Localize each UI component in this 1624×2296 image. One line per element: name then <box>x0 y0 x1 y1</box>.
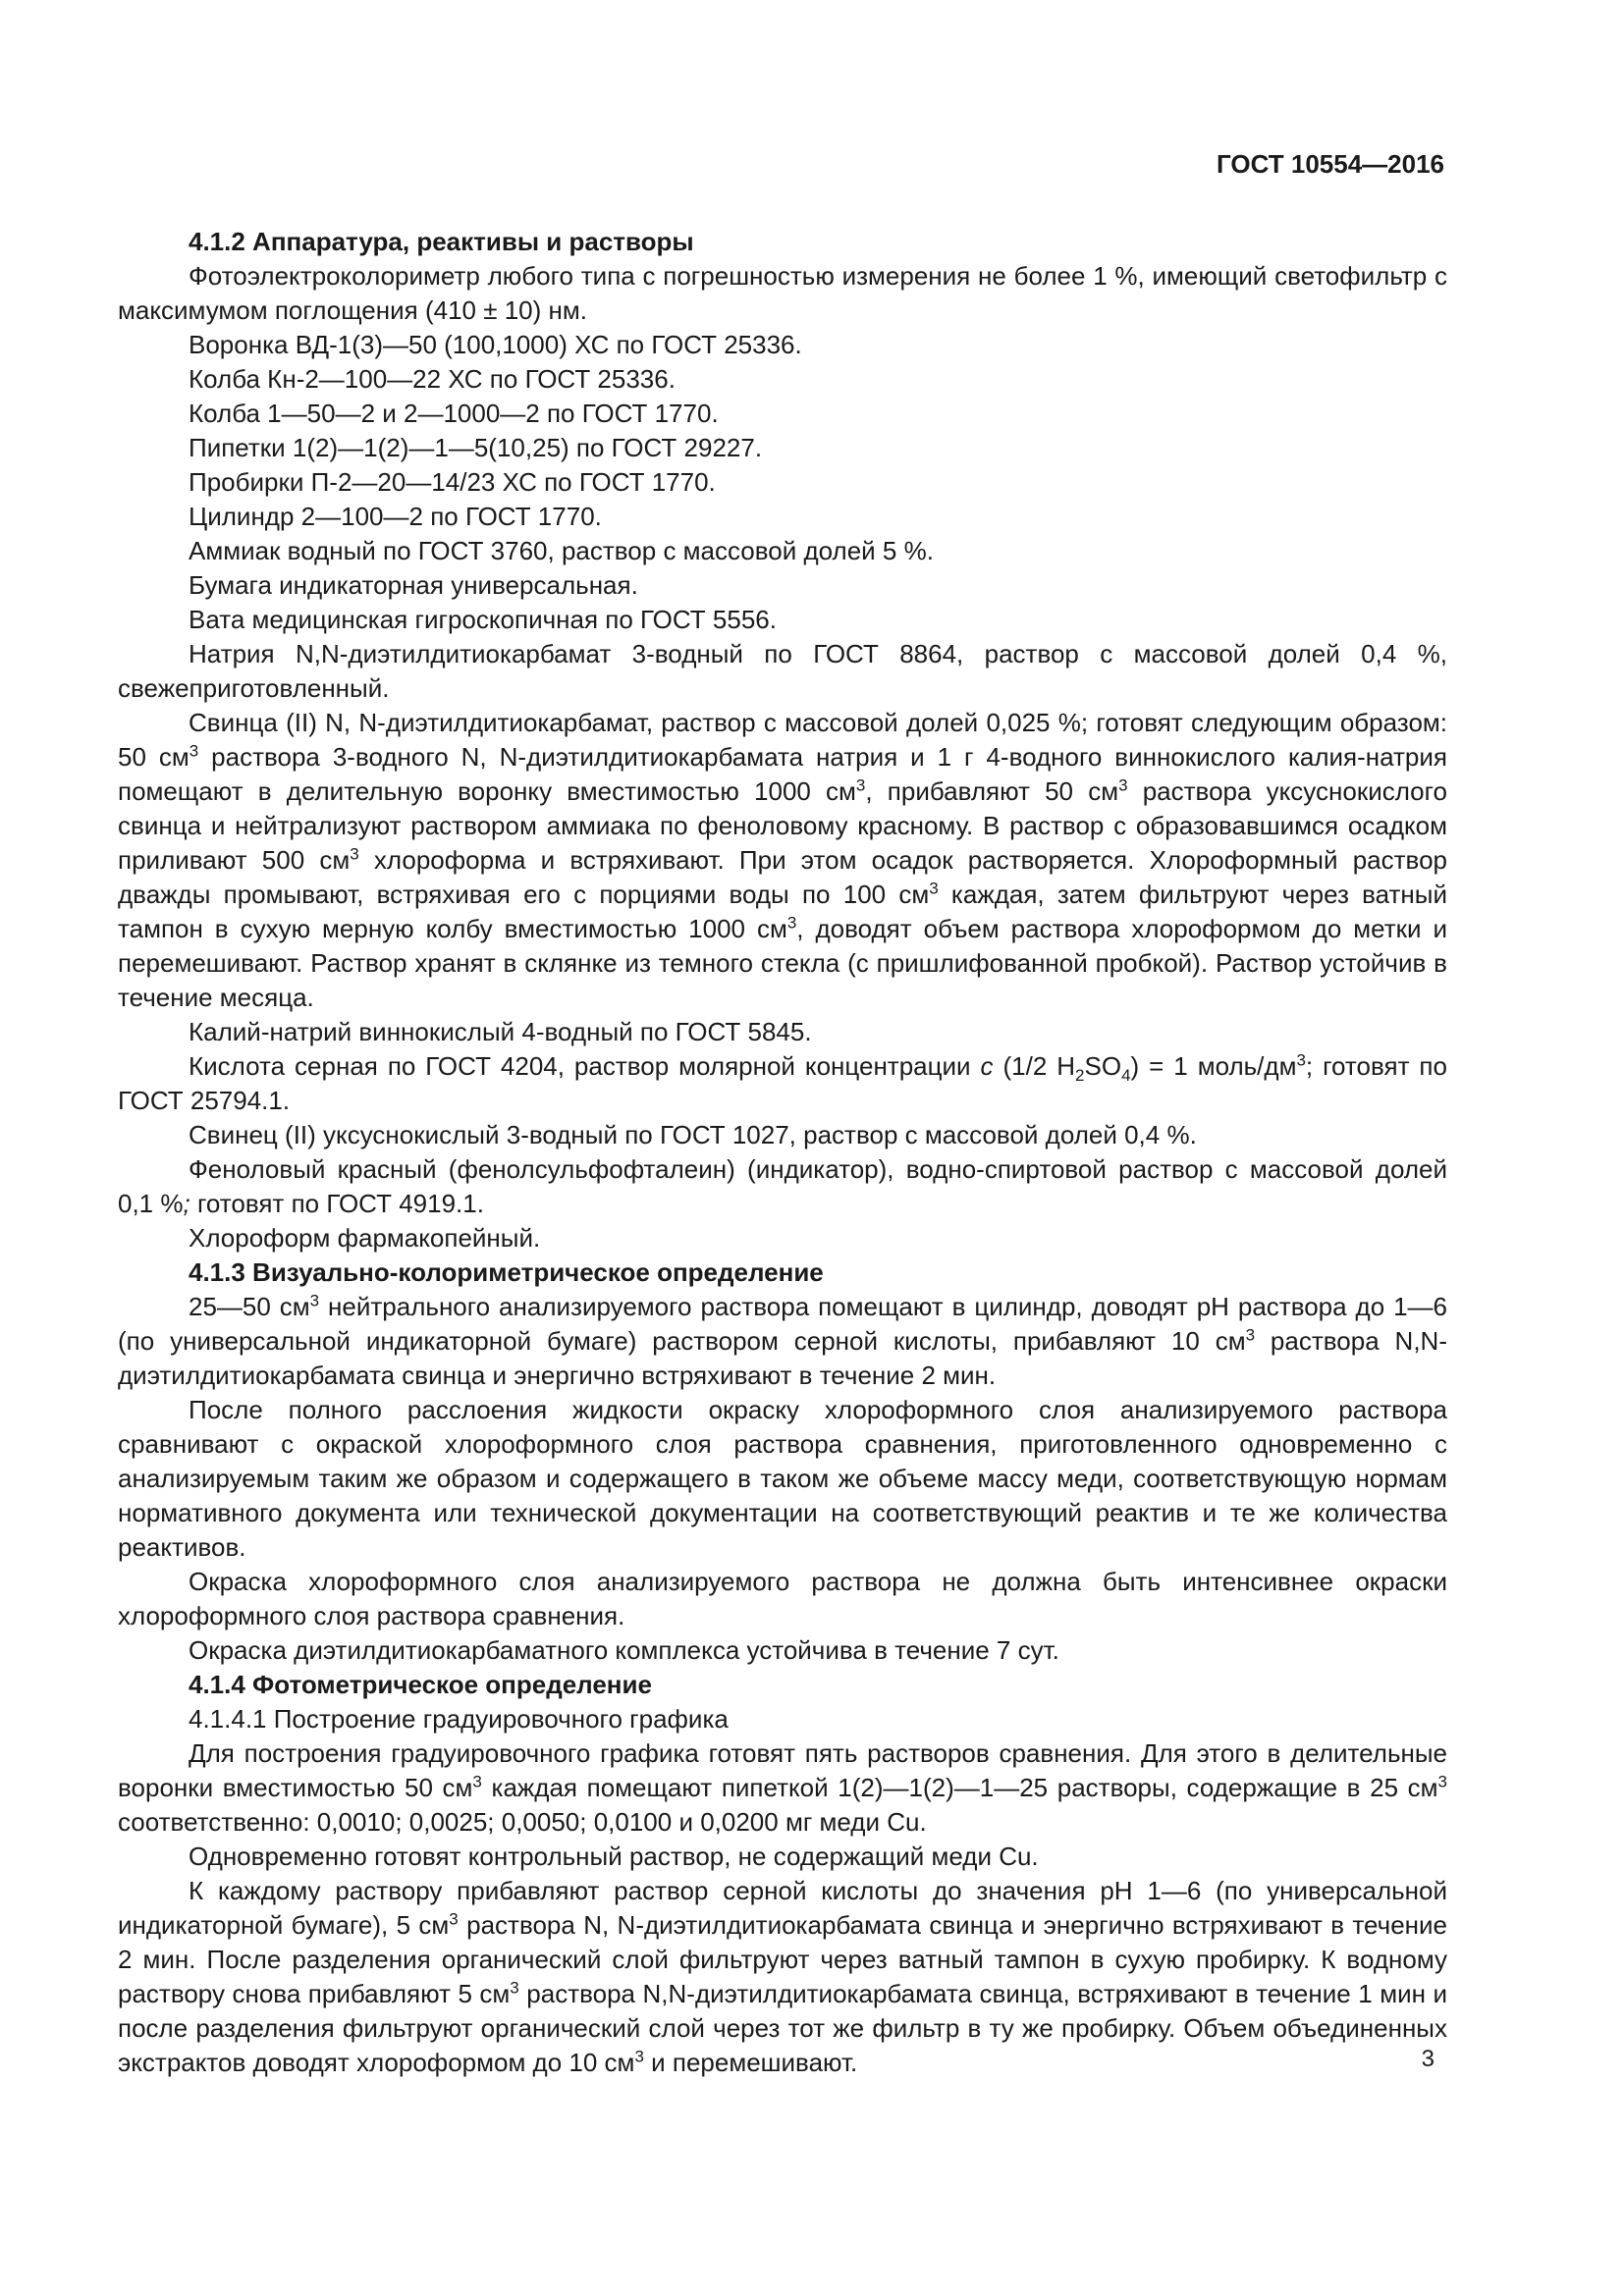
document-code: ГОСТ 10554—2016 <box>1217 149 1444 179</box>
paragraph: Пипетки 1(2)—1(2)—1—5(10,25) по ГОСТ 29227. <box>189 433 763 462</box>
paragraph: 4.1.4.1 Построение градуировочного графика <box>189 1704 729 1734</box>
page-number: 3 <box>1421 2046 1435 2072</box>
paragraph: Натрия N,N-диэтилдитиокарбамат 3-водный по ГОСТ 8864, раствор с массовой долей 0,4 %, свежеприготовленный. <box>118 639 1447 703</box>
document-body <box>118 225 1447 2080</box>
section-heading: 4.1.3 Визуально-колориметрическое определение <box>189 1257 824 1287</box>
paragraph: Свинец (II) уксуснокислый 3-водный по ГОСТ 1027, раствор с массовой долей 0,4 %. <box>189 1120 1197 1149</box>
section-heading: 4.1.4 Фотометрическое определение <box>189 1670 652 1699</box>
paragraph: Колба Кн-2—100—22 ХС по ГОСТ 25336. <box>189 364 676 394</box>
paragraph: Пробирки П-2—20—14/23 ХС по ГОСТ 1770. <box>189 467 716 497</box>
paragraph: Калий-натрий виннокислый 4-водный по ГОСТ 5845. <box>189 1017 812 1046</box>
paragraph: Кислота серная по ГОСТ 4204, раствор молярной концентрации c (1/2 $H_2SO_4) = 1$ моль/$дм^3$; готовят по ГОСТ 25794.1. <box>118 1050 1447 1115</box>
paragraph: Бумага индикаторная универсальная. <box>189 570 638 600</box>
paragraph: Одновременно готовят контрольный раствор, не содержащий меди Cu. <box>189 1842 1039 1871</box>
paragraph: Свинца (II) N, N-диэтилдитиокарбамат, раствор с массовой долей 0,025 %; готовят следующим образом: 50 $см^3$ раствора 3-водного N, N-диэтилдитиокарбамата натрия и 1 г 4-водного виннокислого калия-натрия помещают в делительную воронку вместимостью 1000 $см^3$, прибавляют 50 $см^3$ раствора уксуснокислого свинца и нейтрализуют раствором аммиака по феноловому красному. В раствор с образовавшимся осадком приливают 500 $см^3$ хлороформа и встряхивают. При этом осадок растворяется. Хлороформный раствор дважды промывают, встряхивая его с порциями воды по 100 $см^3$ каждая, затем фильтруют через ватный тампон в сухую мерную колбу вместимостью 1000 $см^3$, доводят объем раствора хлороформом до метки и перемешивают. Раствор хранят в склянке из темного стекла (с пришлифованной пробкой). Раствор устойчив в течение месяца. <box>118 708 1448 1012</box>
paragraph: Колба 1—50—2 и 2—1000—2 по ГОСТ 1770. <box>189 399 719 428</box>
paragraph: Окраска диэтилдитиокарбаматного комплекса устойчива в течение 7 сут. <box>189 1635 1059 1665</box>
paragraph: Для построения градуировочного графика готовят пять растворов сравнения. Для этого в делительные воронки вместимостью 50 $см^3$ каждая помещают пипеткой 1(2)—1(2)—1—25 растворы, содержащие в 25 $см^3$ соответственно: 0,0010; 0,0025; 0,0050; 0,0100 и 0,0200 мг меди Cu. <box>118 1738 1448 1837</box>
paragraph: Хлороформ фармакопейный. <box>189 1223 541 1253</box>
paragraph: 25—50 $см^3$ нейтрального анализируемого раствора помещают в цилиндр, доводят pH раствора до 1—6 (по универсальной индикаторной бумаге) раствором серной кислоты, прибавляют 10 $см^3$ раствора N,N-диэтилдитиокарбамата свинца и энергично встряхивают в течение 2 мин. <box>118 1291 1447 1390</box>
paragraph: Феноловый красный (фенолсульфофталеин) (индикатор), водно-спиртовой раствор с массовой долей 0,1 %; готовят по ГОСТ 4919.1. <box>118 1154 1447 1218</box>
paragraph: После полного расслоения жидкости окраску хлороформного слоя анализируемого раствора сравнивают с окраской хлороформного слоя раствора сравнения, приготовленного одновременно с анализируемым таким же образом и содержащего в таком же объеме массу меди, соответствующую нормам нормативного документа или технической документации на соответствующий реактив и те же количества реактивов. <box>118 1395 1447 1562</box>
paragraph: Воронка ВД-1(3)—50 (100,1000) ХС по ГОСТ 25336. <box>189 330 802 359</box>
paragraph: Аммиак водный по ГОСТ 3760, раствор с массовой долей 5 %. <box>189 536 934 565</box>
paragraph: Вата медицинская гигроскопичная по ГОСТ 5556. <box>189 605 777 634</box>
paragraph: Фотоэлектроколориметр любого типа с погрешностью измерения не более 1 %, имеющий светофильтр с максимумом поглощения (410 ± 10) нм. <box>118 261 1447 325</box>
section-heading: 4.1.2 Аппаратура, реактивы и растворы <box>189 227 694 256</box>
paragraph: К каждому раствору прибавляют раствор серной кислоты до значения pH 1—6 (по универсальной индикаторной бумаге), 5 $см^3$ раствора N, N-диэтилдитиокарбамата свинца и энергично встряхивают в течение 2 мин. После разделения органический слой фильтруют через ватный тампон в сухую пробирку. К водному раствору снова прибавляют 5 $см^3$ раствора N,N-диэтилдитиокарбамата свинца, встряхивают в течение 1 мин и после разделения фильтруют органический слой через тот же фильтр в ту же пробирку. Объем объединенных экстрактов доводят хлороформом до 10 $см^3$ и перемешивают. <box>118 1876 1447 2077</box>
paragraph: Цилиндр 2—100—2 по ГОСТ 1770. <box>189 502 602 531</box>
paragraph: Окраска хлороформного слоя анализируемого раствора не должна быть интенсивнее окраски хлороформного слоя раствора сравнения. <box>118 1567 1447 1630</box>
